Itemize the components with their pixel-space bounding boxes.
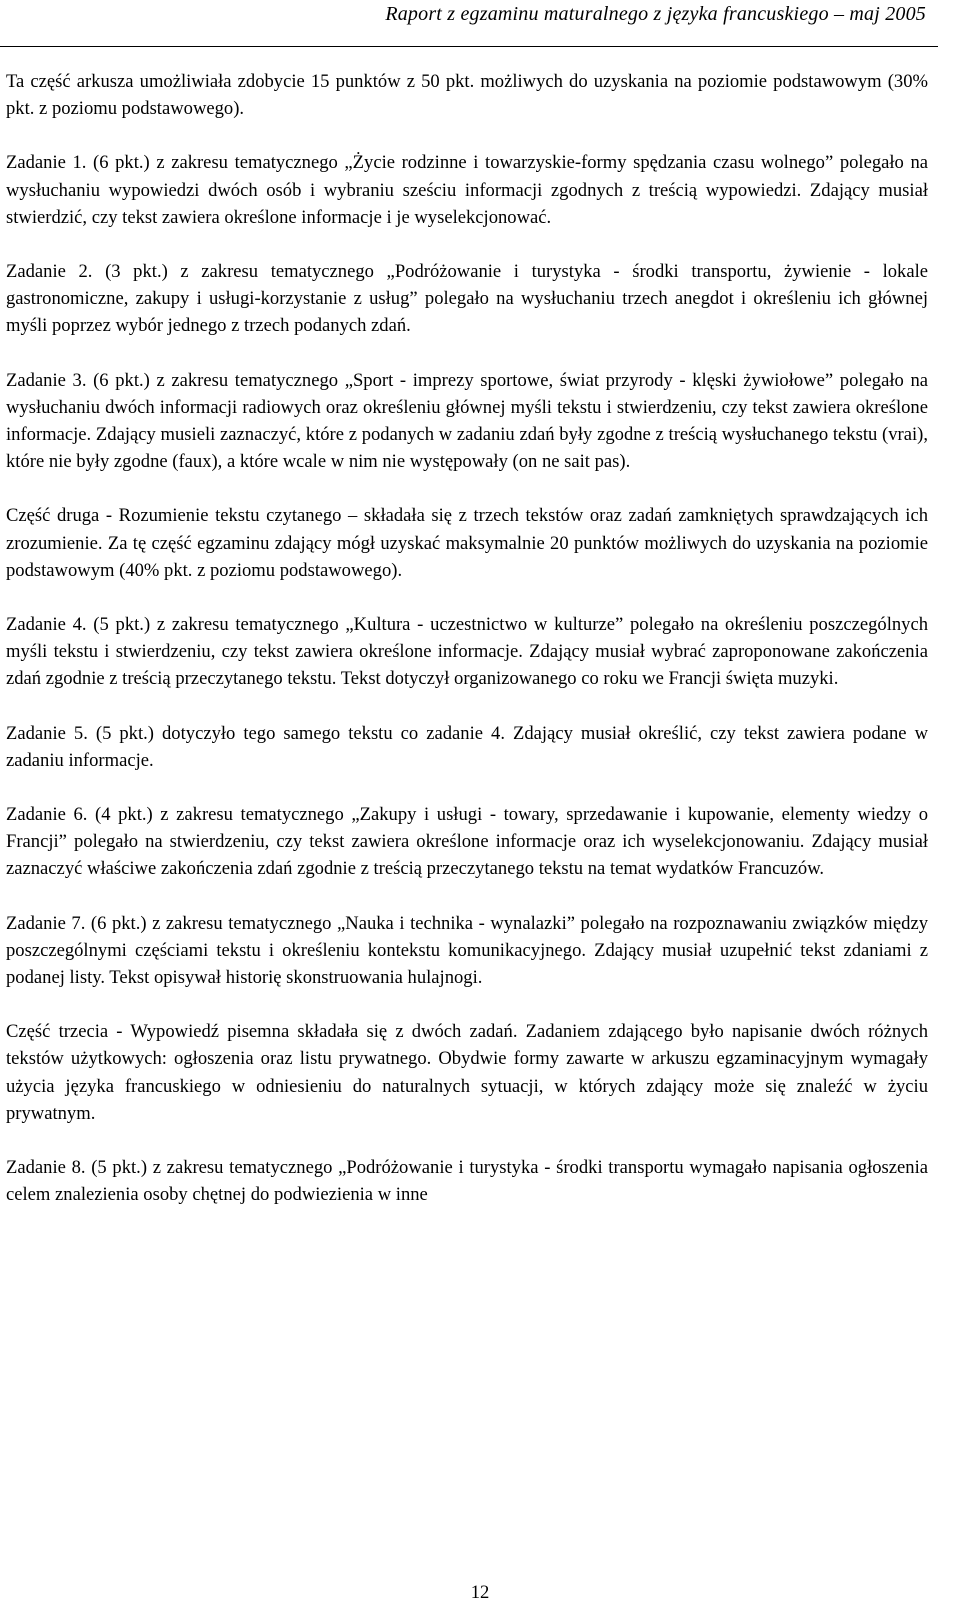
paragraph-task-8: Zadanie 8. (5 pkt.) z zakresu tematycznego „Podróżowanie i turystyka - środki transportu wymagało napisania ogłoszenia celem znalezienia osoby chętnej do podwiezienia w inne	[6, 1157, 928, 1206]
paragraph-part-two: Część druga - Rozumienie tekstu czytanego – składała się z trzech tekstów oraz zadań zamkniętych sprawdzających ich zrozumienie. Za tę część egzaminu zdający mógł uzyskać maksymalnie 20 punktów możliwych do uzyskania na poziomie podstawowym (40% pkt. z poziomu podstawowego).	[6, 505, 928, 581]
paragraph-task-5: Zadanie 5. (5 pkt.) dotyczyło tego samego tekstu co zadanie 4. Zdający musiał określić, czy tekst zawiera podane w zadaniu informacje.	[6, 722, 928, 771]
header-title: Raport z egzaminu maturalnego z języka francuskiego – maj 2005	[385, 3, 926, 25]
paragraph-task-3: Zadanie 3. (6 pkt.) z zakresu tematycznego „Sport - imprezy sportowe, świat przyrody - klęski żywiołowe” polegało na wysłuchaniu dwóch informacji radiowych oraz określeniu głównej myśli tekstu i stwierdzeniu, czy tekst zawiera określone informacje. Zdający musieli zaznaczyć, które z podanych w zadaniu zdań były zgodne z treścią wysłuchanego tekstu (vrai), które nie były zgodne (faux), a które wcale w nim nie występowały (on ne sait pas).	[6, 369, 928, 473]
paragraph-task-6: Zadanie 6. (4 pkt.) z zakresu tematycznego „Zakupy i usługi - towary, sprzedawanie i kupowanie, elementy wiedzy o Francji” polegało na stwierdzeniu, czy tekst zawiera określone informacje oraz ich wyselekcjonowaniu. Zdający musiał zaznaczyć właściwe zakończenia zdań zgodnie z treścią przeczytanego tekstu na temat wydatków Francuzów.	[6, 804, 928, 880]
paragraph-part-three: Część trzecia - Wypowiedź pisemna składała się z dwóch zadań. Zadaniem zdającego było napisanie dwóch różnych tekstów użytkowych: ogłoszenia oraz listu prywatnego. Obydwie formy zawarte w arkuszu egzaminacyjnym wymagały użycia języka francuskiego w odniesieniu do naturalnych sytuacji, w których zdający może się znaleźć w życiu prywatnym.	[6, 1021, 928, 1124]
paragraph-task-2: Zadanie 2. (3 pkt.) z zakresu tematycznego „Podróżowanie i turystyka - środki transportu, żywienie - lokale gastronomiczne, zakupy i usługi-korzystanie z usług” polegało na wysłuchaniu trzech anegdot i określeniu ich głównej myśli poprzez wybór jednego z trzech podanych zdań.	[6, 261, 928, 337]
paragraph-task-7: Zadanie 7. (6 pkt.) z zakresu tematycznego „Nauka i technika - wynalazki” polegało na rozpoznawaniu związków między poszczególnymi częściami tekstu i określeniu kontekstu komunikacyjnego. Zdający musiał uzupełnić tekst zdaniami z podanej listy. Tekst opisywał historię skonstruowania hulajnogi.	[6, 912, 928, 989]
document-body	[6, 68, 928, 1236]
page-number: 12	[470, 1582, 490, 1603]
paragraph-task-1: Zadanie 1. (6 pkt.) z zakresu tematycznego „Życie rodzinne i towarzyskie-formy spędzania czasu wolnego” polegało na wysłuchaniu wypowiedzi dwóch osób i wybraniu sześciu informacji zgodnych z treścią wypowiedzi. Zdający musiał stwierdzić, czy tekst zawiera określone informacje i je wyselekcjonować.	[6, 152, 928, 228]
page-header	[0, 0, 938, 47]
paragraph-task-4: Zadanie 4. (5 pkt.) z zakresu tematycznego „Kultura - uczestnictwo w kulturze” polegało na określeniu poszczególnych myśli tekstu i stwierdzeniu, czy tekst zawiera określone informacje. Zdający musiał wybrać zaproponowane zakończenia zdań zgodnie z treścią przeczytanego tekstu. Tekst dotyczył organizowanego co roku we Francji święta muzyki.	[6, 614, 928, 690]
paragraph-intro: Ta część arkusza umożliwiała zdobycie 15 punktów z 50 pkt. możliwych do uzyskania na poziomie podstawowym (30% pkt. z poziomu podstawowego).	[6, 71, 928, 120]
